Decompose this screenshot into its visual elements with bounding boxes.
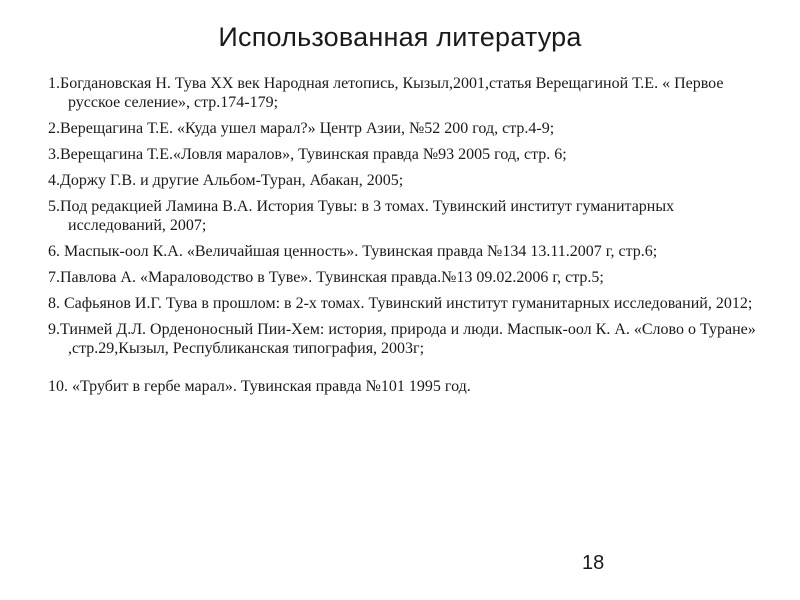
reference-item-5: 5.Под редакцией Ламина В.А. История Тувы: в 3 томах. Тувинский институт гуманитарных исследований, 2007; (48, 198, 675, 234)
reference-item-1: 1.Богдановская Н. Тува XX век Народная летопись, Кызыл,2001,статья Верещагиной Т.Е. « Первое русское селение», стр.174-179; (48, 75, 724, 111)
reference-item-9: 9.Тинмей Д.Л. Орденоносный Пии-Хем: история, природа и люди. Маспык-оол К. А. «Слово о Туране» ,стр.29,Кызыл, Республиканская типография, 2003г; (48, 321, 756, 357)
reference-item-2: 2.Верещагина Т.Е. «Куда ушел марал?» Центр Азии, №52 200 год, стр.4-9; (48, 120, 555, 137)
slide-title: Использованная литература (218, 22, 582, 52)
reference-item-8: 8. Сафьянов И.Г. Тува в прошлом: в 2-х томах. Тувинский институт гуманитарных исследований, 2012; (48, 295, 753, 312)
reference-item-4: 4.Доржу Г.В. и другие Альбом-Туран, Абакан, 2005; (48, 172, 404, 189)
reference-item-10: 10. «Трубит в гербе марал». Тувинская правда №101 1995 год. (48, 378, 471, 395)
reference-item-6: 6. Маспык-оол К.А. «Величайшая ценность». Тувинская правда №134 13.11.2007 г, стр.6; (48, 243, 658, 260)
reference-list (48, 74, 764, 403)
page-number: 18 (582, 552, 605, 574)
reference-item-3: 3.Верещагина Т.Е.«Ловля маралов», Тувинская правда №93 2005 год, стр. 6; (48, 146, 567, 163)
reference-item-7: 7.Павлова А. «Мараловодство в Туве». Тувинская правда.№13 09.02.2006 г, стр.5; (48, 269, 604, 286)
